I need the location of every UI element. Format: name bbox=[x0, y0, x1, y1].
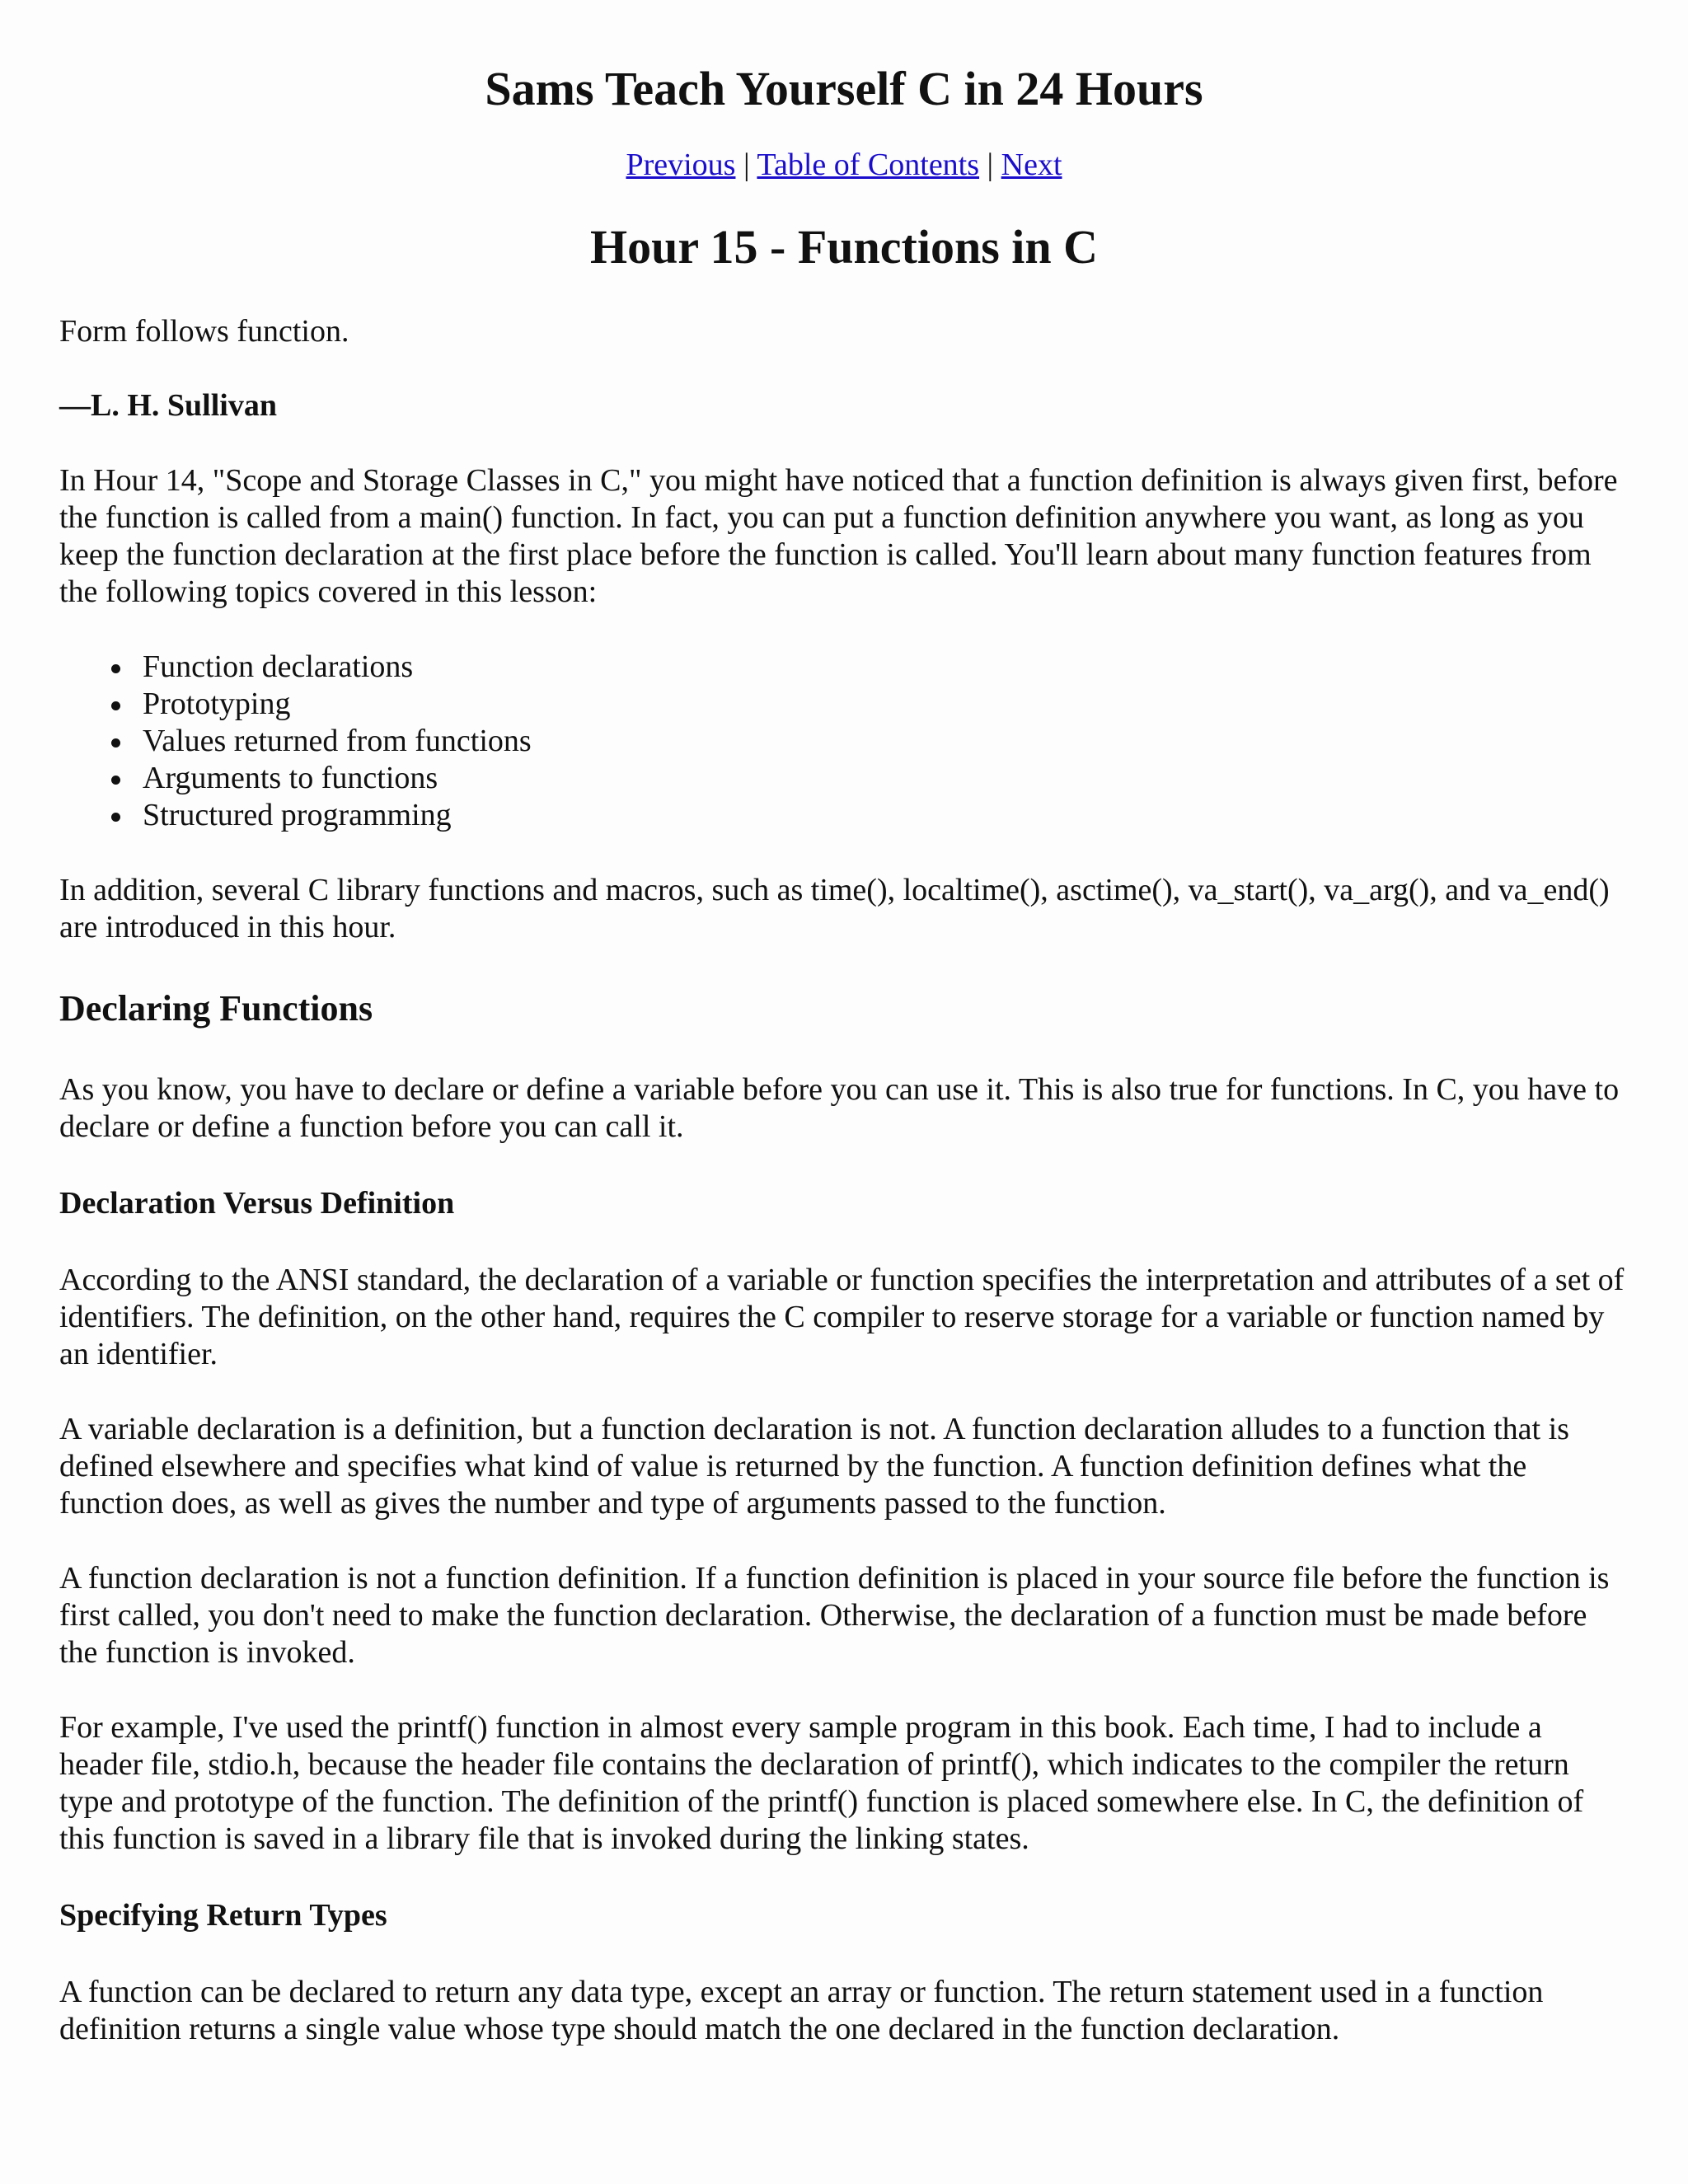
return-types-paragraph: A function can be declared to return any data type, except an array or function. The return statement used in a function definition returns a single value whose type should match the one declared in the function declaration. bbox=[59, 1975, 1544, 2046]
list-item: Values returned from functions bbox=[143, 723, 1629, 760]
book-title: Sams Teach Yourself C in 24 Hours bbox=[485, 62, 1203, 115]
body-paragraph: A variable declaration is a definition, but a function declaration is not. A function declaration alludes to a function that is defined elsewhere and specifies what kind of value is returned by the function. A function definition defines what the function does, as well as gives the number and type of arguments passed to the function. bbox=[59, 1412, 1569, 1521]
epigraph-quote: Form follows function. bbox=[59, 314, 349, 349]
body-paragraph: According to the ANSI standard, the declaration of a variable or function specifies the interpretation and attributes of a set of identifiers. The definition, on the other hand, requires the C compiler to reserve storage for a variable or function named by an identifier. bbox=[59, 1263, 1625, 1371]
body-paragraph: For example, I've used the printf() function in almost every sample program in this book. Each time, I had to include a header file, stdio.h, because the header file contains the declaration of printf(), which indicates to the compiler the return type and prototype of the function. The definition of the printf() function is placed somewhere else. In C, the definition of this function is saved in a library file that is invoked during the linking states. bbox=[59, 1710, 1584, 1856]
nav-separator: | bbox=[987, 148, 994, 182]
table-of-contents-link[interactable]: Table of Contents bbox=[757, 148, 980, 182]
subsection-heading-declaration-vs-definition: Declaration Versus Definition bbox=[59, 1186, 455, 1221]
declaring-functions-paragraph: As you know, you have to declare or define a variable before you can use it. This is also true for functions. In C, you have to declare or define a function before you can call it. bbox=[59, 1072, 1620, 1144]
list-item: Function declarations bbox=[143, 649, 1629, 686]
list-item: Structured programming bbox=[143, 797, 1629, 834]
list-item: Arguments to functions bbox=[143, 760, 1629, 797]
library-functions-paragraph: In addition, several C library functions and macros, such as time(), localtime(), asctime(), va_start(), va_arg(), and va_end() are introduced in this hour. bbox=[59, 873, 1610, 944]
intro-paragraph: In Hour 14, "Scope and Storage Classes in C," you might have noticed that a function definition is always given first, before the function is called from a main() function. In fact, you can put a function definition anywhere you want, as long as you keep the function declaration at the first place before the function is called. You'll learn about many function features from the following topics covered in this lesson: bbox=[59, 463, 1618, 609]
topics-list bbox=[59, 649, 1629, 834]
subsection-heading-return-types: Specifying Return Types bbox=[59, 1898, 387, 1933]
epigraph-attribution: —L. H. Sullivan bbox=[59, 388, 277, 423]
list-item: Prototyping bbox=[143, 686, 1629, 723]
next-link[interactable]: Next bbox=[1001, 148, 1062, 182]
section-heading-declaring-functions: Declaring Functions bbox=[59, 988, 373, 1029]
body-paragraph: A function declaration is not a function definition. If a function definition is placed in your source file before the function is first called, you don't need to make the function declaration. Otherwise, the declaration of a function must be made before the function is invoked. bbox=[59, 1561, 1610, 1670]
previous-link[interactable]: Previous bbox=[626, 148, 736, 182]
chapter-nav bbox=[59, 145, 1629, 185]
nav-separator: | bbox=[743, 148, 750, 182]
chapter-title: Hour 15 - Functions in C bbox=[589, 220, 1099, 274]
